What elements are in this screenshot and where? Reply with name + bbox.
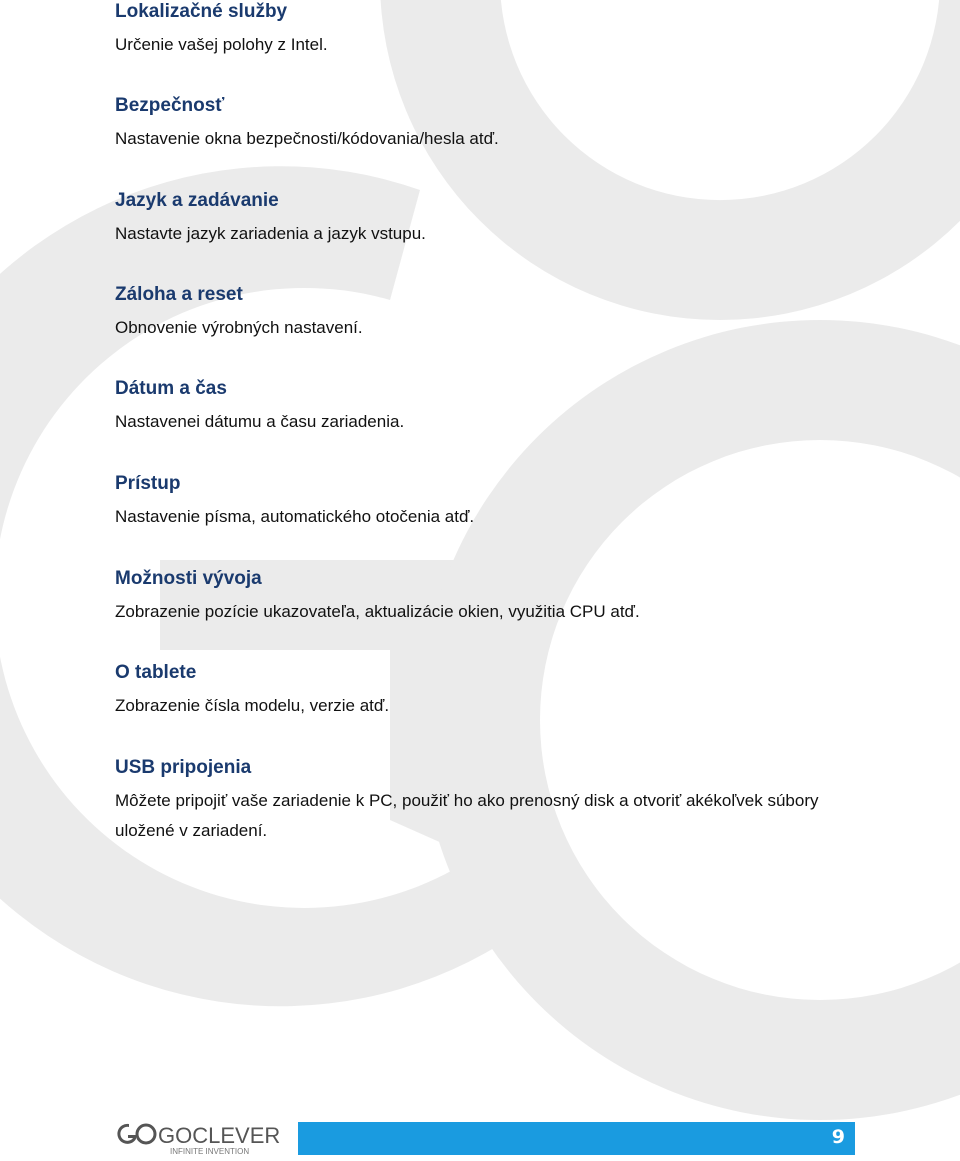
section-language-input	[115, 189, 875, 249]
goclever-logo	[114, 1120, 286, 1161]
section-date-time	[115, 377, 875, 437]
section-description: Môžete pripojiť vaše zariadenie k PC, použiť ho ako prenosný disk a otvoriť akékoľvek súbory uložené v zariadení.	[115, 791, 819, 840]
page-number: 9	[831, 1126, 845, 1148]
section-heading: Záloha a reset	[115, 284, 243, 305]
section-location-services	[115, 0, 875, 60]
footer-accent-bar	[298, 1122, 855, 1155]
section-description: Nastavenie okna bezpečnosti/kódovania/hesla atď.	[115, 129, 499, 148]
section-description: Zobrazenie pozície ukazovateľa, aktualizácie okien, využitia CPU atď.	[115, 602, 640, 621]
section-heading: Lokalizačné služby	[115, 1, 288, 22]
logo-tagline-text: INFINITE INVENTION	[170, 1147, 250, 1156]
section-heading: Dátum a čas	[115, 378, 227, 399]
section-security	[115, 94, 875, 154]
section-description: Nastavte jazyk zariadenia a jazyk vstupu.	[115, 224, 426, 243]
section-heading: Jazyk a zadávanie	[115, 190, 279, 211]
section-description: Zobrazenie čísla modelu, verzie atď.	[115, 696, 390, 715]
section-heading: Bezpečnosť	[115, 95, 225, 116]
section-description: Obnovenie výrobných nastavení.	[115, 318, 363, 337]
section-heading: O tablete	[115, 662, 197, 683]
section-description: Nastavenie písma, automatického otočenia atď.	[115, 507, 475, 526]
section-developer-options	[115, 567, 875, 627]
logo-brand-text: GOCLEVER	[158, 1123, 281, 1148]
section-heading: Prístup	[115, 473, 181, 494]
section-heading: Možnosti vývoja	[115, 568, 262, 589]
section-description: Určenie vašej polohy z Intel.	[115, 35, 328, 54]
section-usb-connection	[115, 756, 875, 846]
section-heading: USB pripojenia	[115, 757, 252, 778]
section-accessibility	[115, 472, 875, 532]
section-about-tablet	[115, 661, 875, 721]
section-description: Nastavenei dátumu a času zariadenia.	[115, 412, 405, 431]
section-backup-reset	[115, 283, 875, 343]
